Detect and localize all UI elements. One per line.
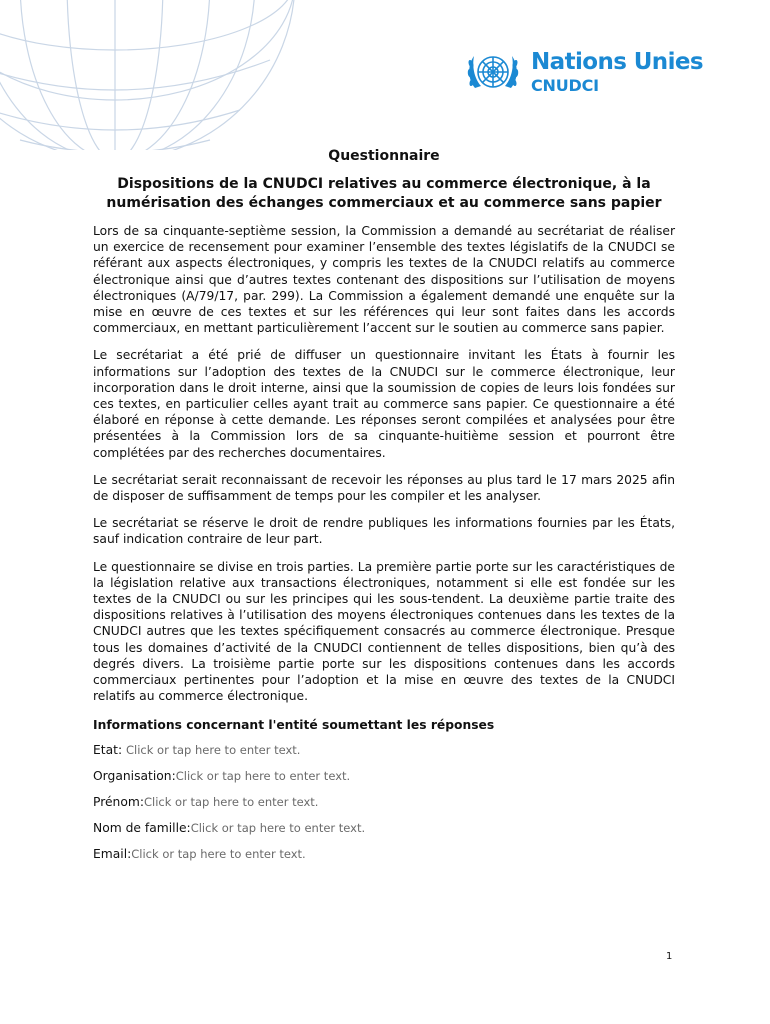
document-subtitle: Dispositions de la CNUDCI relatives au commerce électronique, à la numérisation des échanges commerciaux et au commerce sans papier bbox=[106, 176, 662, 211]
field-row-prenom bbox=[93, 794, 675, 810]
field-label-etat: Etat: bbox=[93, 743, 126, 758]
field-label-nom-de-famille: Nom de famille: bbox=[93, 821, 191, 836]
field-label-email: Email: bbox=[93, 847, 132, 862]
section-heading-respondent: Informations concernant l'entité soumettant les réponses bbox=[93, 718, 495, 733]
paragraph-publication-rights: Le secrétariat se réserve le droit de rendre publiques les informations fournies par les États, sauf indication contraire de leur part. bbox=[93, 516, 675, 547]
un-brand-logo bbox=[465, 44, 725, 100]
paragraph-deadline: Le secrétariat serait reconnaissant de recevoir les réponses au plus tard le 17 mars 2025 afin de disposer de suffisamment de temps pour les compiler et les analyser. bbox=[93, 472, 675, 504]
field-row-organisation bbox=[93, 768, 675, 784]
email-input[interactable]: Click or tap here to enter text. bbox=[131, 847, 306, 862]
prenom-input[interactable]: Click or tap here to enter text. bbox=[144, 795, 319, 810]
page-number: 1 bbox=[666, 951, 673, 962]
organisation-input[interactable]: Click or tap here to enter text. bbox=[175, 769, 351, 784]
paragraph-structure: Le questionnaire se divise en trois parties. La première partie porte sur les caractéristiques de la législation relative aux transactions électroniques, notamment si elle est fondée sur les textes de la CNUDCI ou sur les principes qui les sous-tendent. La deuxième partie traite des dispositions relatives à l’utilisation des moyens électroniques contenues dans les textes de la CNUDCI autres que les textes spécifiquement consacrés au commerce électronique. Presque tous les domaines d’activité de la CNUDCI contiennent de telles dispositions, bien qu’à des degrés divers. La troisième partie porte sur les dispositions contenues dans les accords commerciaux pertinentes pour l’adoption et la mise en œuvre des textes de la CNUDCI relatifs au commerce électronique. bbox=[93, 559, 675, 704]
field-row-nom-de-famille bbox=[93, 820, 675, 836]
document-title: Questionnaire bbox=[328, 148, 440, 164]
field-row-email bbox=[93, 846, 675, 862]
paragraph-questionnaire-purpose: Le secrétariat a été prié de diffuser un questionnaire invitant les États à fournir les informations sur l’adoption des textes de la CNUDCI sur le commerce électronique, leur incorporation dans le droit interne, ainsi que la soumission de copies de leurs lois fondées sur ces textes, en particulier celles ayant trait au commerce sans papier. Ce questionnaire a été élaboré en réponse à cette demande. Les réponses seront compilées et analysées pour être présentées à la Commission lors de sa cinquante-huitième session et pourront être complétées par des recherches documentaires. bbox=[93, 348, 675, 460]
paragraph-mandate: Lors de sa cinquante-septième session, la Commission a demandé au secrétariat de réaliser un exercice de recensement pour examiner l’ensemble des textes législatifs de la CNUDCI se référant aux aspects électroniques, y compris les textes de la CNUDCI relatifs au commerce électronique ainsi que d’autres textes contenant des dispositions sur l’utilisation de moyens électroniques (A/79/17, par. 299). La Commission a également demandé une enquête sur la mise en œuvre de ces textes et sur les références qui leur sont faites dans les accords commerciaux, en mettant particulièrement l’accent sur le soutien au commerce sans papier. bbox=[93, 224, 675, 336]
globe-wireframe-icon bbox=[0, 0, 330, 150]
brand-subtitle: CNUDCI bbox=[531, 75, 599, 95]
un-emblem-icon bbox=[465, 44, 521, 100]
nom-de-famille-input[interactable]: Click or tap here to enter text. bbox=[190, 821, 366, 836]
brand-title: Nations Unies bbox=[531, 48, 703, 75]
document-body bbox=[93, 148, 675, 872]
etat-input[interactable]: Click or tap here to enter text. bbox=[126, 743, 301, 758]
field-label-organisation: Organisation: bbox=[93, 769, 176, 784]
brand-text bbox=[531, 48, 703, 95]
globe-background bbox=[0, 0, 330, 150]
field-row-etat bbox=[93, 742, 675, 758]
field-label-prenom: Prénom: bbox=[93, 795, 144, 810]
